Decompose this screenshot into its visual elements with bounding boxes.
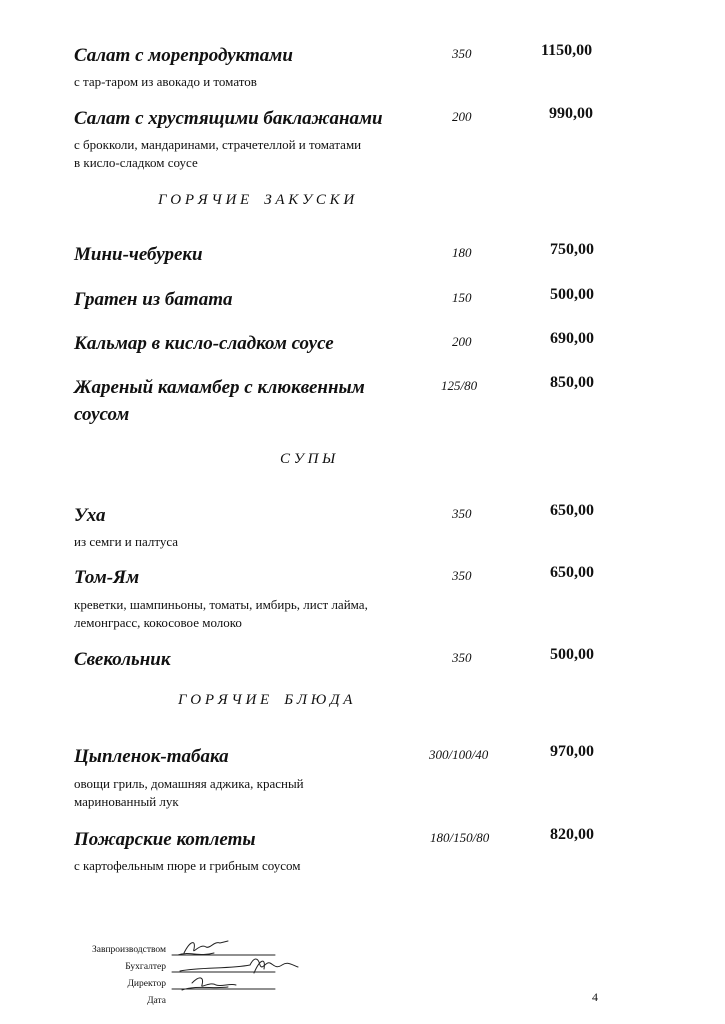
dish-price: 820,00 <box>550 826 594 843</box>
dish-weight: 300/100/40 <box>429 747 489 762</box>
dish-name: Пожарские котлеты <box>74 829 256 850</box>
section-heading-hot-appetizers: Г О Р Я Ч И Е З А К У С К И <box>158 192 355 208</box>
dish-weight: 180/150/80 <box>430 830 490 845</box>
dish-name: Салат с хрустящими баклажанами <box>74 108 383 129</box>
dish-price: 970,00 <box>550 743 594 760</box>
signature-label: Завпроизводством <box>92 945 166 955</box>
dish-weight: 350 <box>452 650 472 665</box>
dish-name: Салат с морепродуктами <box>74 45 293 66</box>
dish-description: с тар-таром из авокадо и томатов <box>74 74 257 89</box>
signature-label: Дата <box>147 996 166 1006</box>
dish-description: с брокколи, мандаринами, страчетеллой и томатами в кисло-сладком соусе <box>74 137 362 170</box>
dish-price: 690,00 <box>550 330 594 347</box>
dish-name: Гратен из батата <box>74 289 233 310</box>
dish-weight: 350 <box>452 506 472 521</box>
dish-price: 750,00 <box>550 241 594 258</box>
dish-name: Цыпленок-табака <box>74 746 229 767</box>
dish-name: Том-Ям <box>74 567 140 588</box>
dish-price: 500,00 <box>550 286 594 303</box>
dish-name: Уха <box>74 505 106 526</box>
dish-weight: 200 <box>452 109 472 124</box>
dish-name: Мини-чебуреки <box>74 244 203 265</box>
section-heading-hot-dishes: Г О Р Я Ч И Е Б Л Ю Д А <box>178 692 353 708</box>
dish-weight: 350 <box>452 568 472 583</box>
handwritten-signatures <box>170 935 320 1005</box>
dish-name: Жареный камамбер с клюквенным соусом <box>74 377 365 425</box>
dish-description: овощи гриль, домашняя аджика, красный маринованный лук <box>74 776 304 809</box>
dish-price: 500,00 <box>550 646 594 663</box>
dish-price: 850,00 <box>550 374 594 391</box>
dish-description: из семги и палтуса <box>74 534 179 549</box>
signature-label: Директор <box>127 979 166 989</box>
dish-price: 990,00 <box>549 105 593 122</box>
dish-price: 650,00 <box>550 502 594 519</box>
page-number: 4 <box>592 990 598 1004</box>
section-heading-soups: С У П Ы <box>280 451 336 467</box>
dish-price: 1150,00 <box>541 42 593 59</box>
dish-description: креветки, шампиньоны, томаты, имбирь, лист лайма, лемонграсс, кокосовое молоко <box>74 597 368 630</box>
dish-price: 650,00 <box>550 564 594 581</box>
dish-weight: 200 <box>452 334 472 349</box>
dish-weight: 150 <box>452 290 472 305</box>
dish-weight: 125/80 <box>441 378 478 393</box>
signature-label: Бухгалтер <box>125 962 166 972</box>
dish-name: Свекольник <box>74 649 171 670</box>
dish-name: Кальмар в кисло-сладком соусе <box>74 333 334 354</box>
dish-weight: 350 <box>452 46 472 61</box>
dish-weight: 180 <box>452 245 472 260</box>
dish-description: с картофельным пюре и грибным соусом <box>74 858 301 873</box>
